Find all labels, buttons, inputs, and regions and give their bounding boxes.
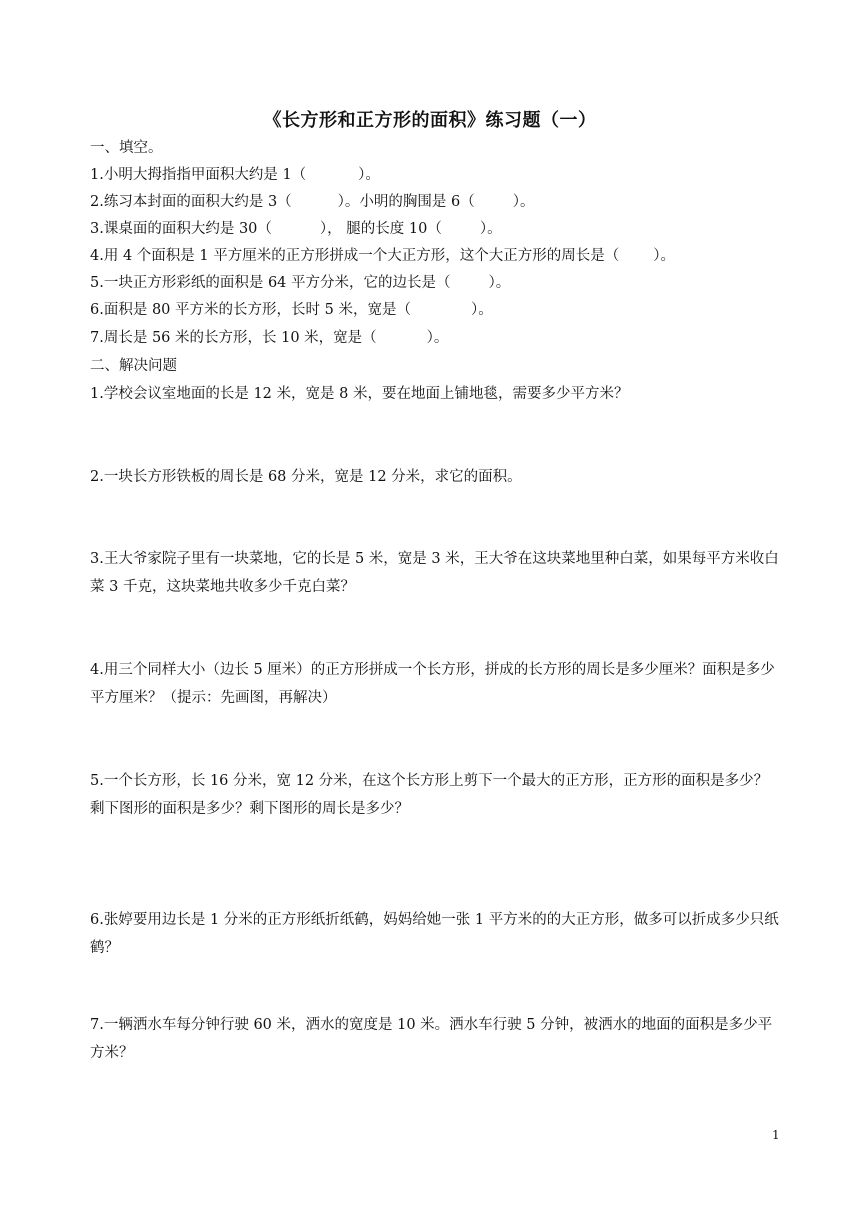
fill-item-1 xyxy=(90,165,380,185)
fill-item-7-pre: 7.周长是 56 米的长方形，长 10 米，宽是（ xyxy=(90,330,377,346)
fill-item-2-post: ）。 xyxy=(512,194,535,210)
problem-3: 3.王大爷家院子里有一块菜地，它的长是 5 米，宽是 3 米，王大爷在这块菜地里种白菜，如果每平方米收白菜 3 千克，这块菜地共收多少千克白菜？ xyxy=(90,551,779,595)
fill-item-1-post: ）。 xyxy=(358,167,380,183)
section-solve-heading: 二、解决问题 xyxy=(90,358,177,374)
fill-item-4 xyxy=(90,246,675,266)
fill-item-2-mid: ）。小明的胸围是 6（ xyxy=(337,194,475,210)
fill-item-5 xyxy=(90,273,510,293)
fill-item-3-mid: ）， 腿的长度 10（ xyxy=(319,221,442,237)
section-fill-heading: 一、填空。 xyxy=(90,140,163,156)
problem-2: 2.一块长方形铁板的周长是 68 分米，宽是 12 分米，求它的面积。 xyxy=(90,469,522,485)
fill-item-6-pre: 6.面积是 80 平方米的长方形，长时 5 米，宽是（ xyxy=(90,302,411,318)
fill-item-3-post: ）。 xyxy=(479,221,502,237)
fill-item-7-post: ）。 xyxy=(426,330,449,346)
fill-item-2 xyxy=(90,192,535,212)
worksheet-title: 《长方形和正方形的面积》练习题（一） xyxy=(263,110,597,131)
problem-5: 5.一个长方形，长 16 分米，宽 12 分米，在这个长方形上剪下一个最大的正方形，正方形的面积是多少？剩下图形的面积是多少？剩下图形的周长是多少？ xyxy=(90,773,769,817)
page-number: 1 xyxy=(772,1128,780,1142)
fill-item-6 xyxy=(90,300,493,320)
fill-item-7 xyxy=(90,328,448,348)
fill-item-3 xyxy=(90,219,502,239)
problem-4: 4.用三个同样大小（边长 5 厘米）的正方形拼成一个长方形，拼成的长方形的周长是多少厘米？面积是多少平方厘米？（提示：先画图，再解决） xyxy=(90,662,775,706)
fill-item-5-pre: 5.一块正方形彩纸的面积是 64 平方分米，它的边长是（ xyxy=(90,275,451,291)
fill-item-3-pre: 3.课桌面的面积大约是 30（ xyxy=(90,221,272,237)
fill-item-2-pre: 2.练习本封面的面积大约是 3（ xyxy=(90,194,292,210)
problem-7: 7.一辆洒水车每分钟行驶 60 米，洒水的宽度是 10 米。洒水车行驶 5 分钟，被洒水的地面的面积是多少平方米？ xyxy=(90,1017,773,1061)
problem-6: 6.张婷要用边长是 1 分米的正方形纸折纸鹤，妈妈给她一张 1 平方米的的大正方形，做多可以折成多少只纸鹤？ xyxy=(90,912,779,956)
fill-item-5-post: ）。 xyxy=(488,275,511,291)
fill-item-6-post: ）。 xyxy=(470,302,493,318)
problem-1: 1.学校会议室地面的长是 12 米，宽是 8 米，要在地面上铺地毯，需要多少平方米？ xyxy=(90,386,629,402)
fill-item-1-pre: 1.小明大拇指指甲面积大约是 1（ xyxy=(90,167,307,183)
fill-item-4-post: ）。 xyxy=(653,248,675,264)
fill-item-4-pre: 4.用 4 个面积是 1 平方厘米的正方形拼成一个大正方形，这个大正方形的周长是（ xyxy=(90,248,620,264)
